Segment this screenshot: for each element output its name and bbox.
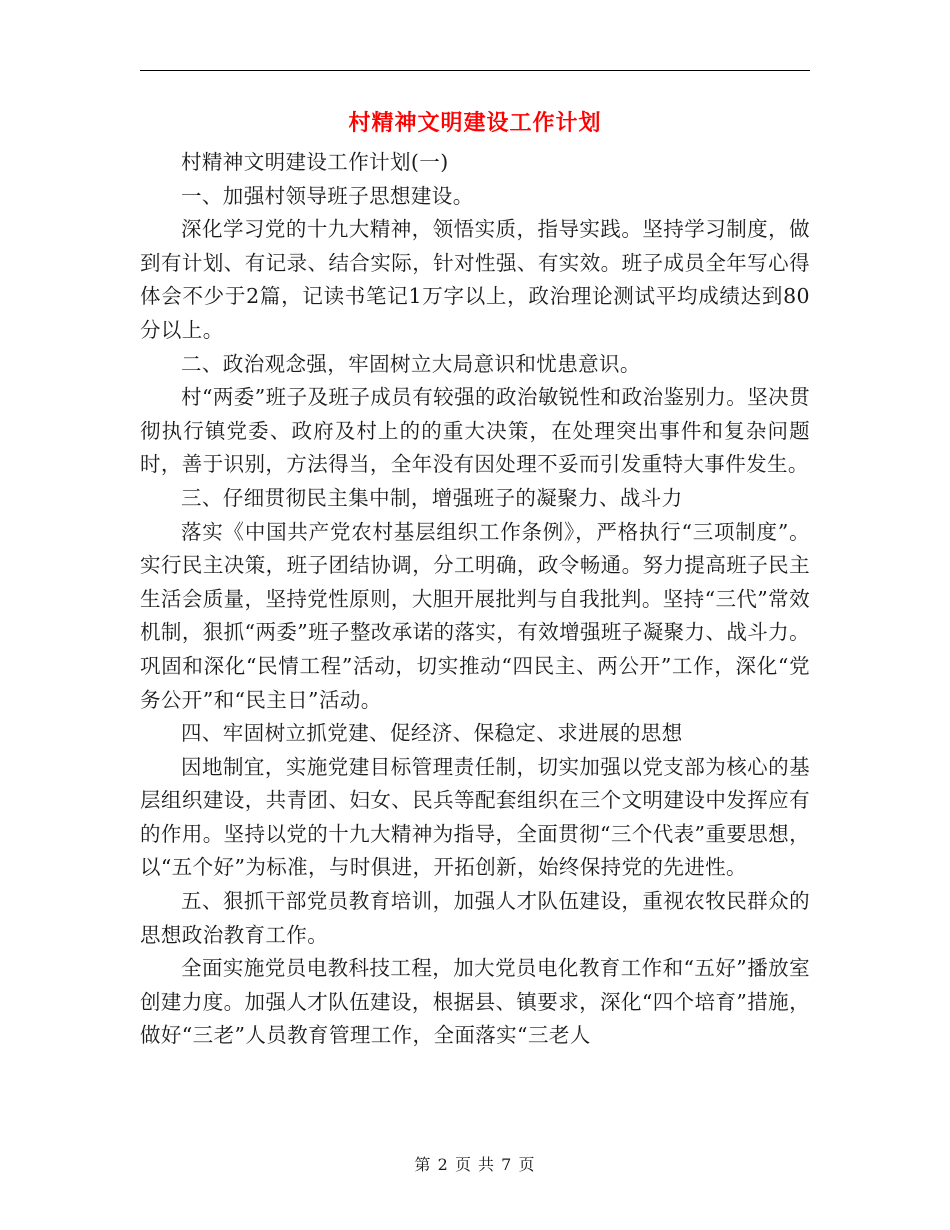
paragraph-heading-4: 四、牢固树立抓党建、促经济、保稳定、求进展的思想 bbox=[181, 721, 683, 746]
paragraph-heading-3: 三、仔细贯彻民主集中制，增强班子的凝聚力、战斗力 bbox=[181, 485, 683, 510]
header-rule bbox=[140, 70, 810, 71]
paragraph-heading-1: 一、加强村领导班子思想建设。 bbox=[181, 183, 474, 208]
footer-current-page: 2 bbox=[437, 1155, 449, 1174]
paragraph-heading-5: 五、狠抓干部党员教育培训，加强人才队伍建设，重视农牧民群众的思想政治教育工作。 bbox=[140, 889, 810, 947]
paragraph-heading-2: 二、政治观念强，牢固树立大局意识和忧患意识。 bbox=[181, 351, 641, 376]
paragraph-subtitle: 村精神文明建设工作计划(一) bbox=[181, 150, 449, 174]
footer-suffix: 页 bbox=[518, 1155, 536, 1174]
paragraph-body-3: 落实《中国共产党农村基层组织工作条例》，严格执行“三项制度”。实行民主决策，班子团结协调，分工明确，政令畅通。努力提高班子民主生活会质量，坚持党性原则，大胆开展批判与自我批判。坚持“三代”常效机制，狠抓“两委”班子整改承诺的落实，有效增强班子凝聚力、战斗力。巩固和深化“民情工程”活动，切实推动“四民主、两公开”工作，深化“党务公开”和“民主日”活动。 bbox=[140, 519, 810, 712]
footer-mid2: 共 bbox=[478, 1155, 496, 1174]
document-body bbox=[140, 146, 810, 1053]
footer-prefix: 第 bbox=[414, 1155, 432, 1174]
page-footer bbox=[0, 1153, 950, 1177]
paragraph-body-5: 全面实施党员电教科技工程，加大党员电化教育工作和“五好”播放室创建力度。加强人才队伍建设，根据县、镇要求，深化“四个培育”措施，做好“三老”人员教育管理工作，全面落实“三老人 bbox=[140, 956, 810, 1048]
paragraph-body-4: 因地制宜，实施党建目标管理责任制，切实加强以党支部为核心的基层组织建设，共青团、妇女、民兵等配套组织在三个文明建设中发挥应有的作用。坚持以党的十九大精神为指导，全面贯彻“三个代表”重要思想，以“五个好”为标准，与时俱进，开拓创新，始终保持党的先进性。 bbox=[140, 754, 810, 880]
paragraph-body-2: 村“两委”班子及班子成员有较强的政治敏锐性和政治鉴别力。坚决贯彻执行镇党委、政府及村上的的重大决策，在处理突出事件和复杂问题时，善于识别，方法得当，全年没有因处理不妥而引发重特大事件发生。 bbox=[140, 385, 810, 477]
footer-total-pages: 7 bbox=[501, 1155, 513, 1174]
footer-mid1: 页 bbox=[454, 1155, 472, 1174]
paragraph-body-1: 深化学习党的十九大精神，领悟实质，指导实践。坚持学习制度，做到有计划、有记录、结合实际，针对性强、有实效。班子成员全年写心得体会不少于2篇，记读书笔记1万字以上，政治理论测试平均成绩达到80分以上。 bbox=[140, 217, 810, 342]
document-title: 村精神文明建设工作计划 bbox=[348, 111, 602, 136]
